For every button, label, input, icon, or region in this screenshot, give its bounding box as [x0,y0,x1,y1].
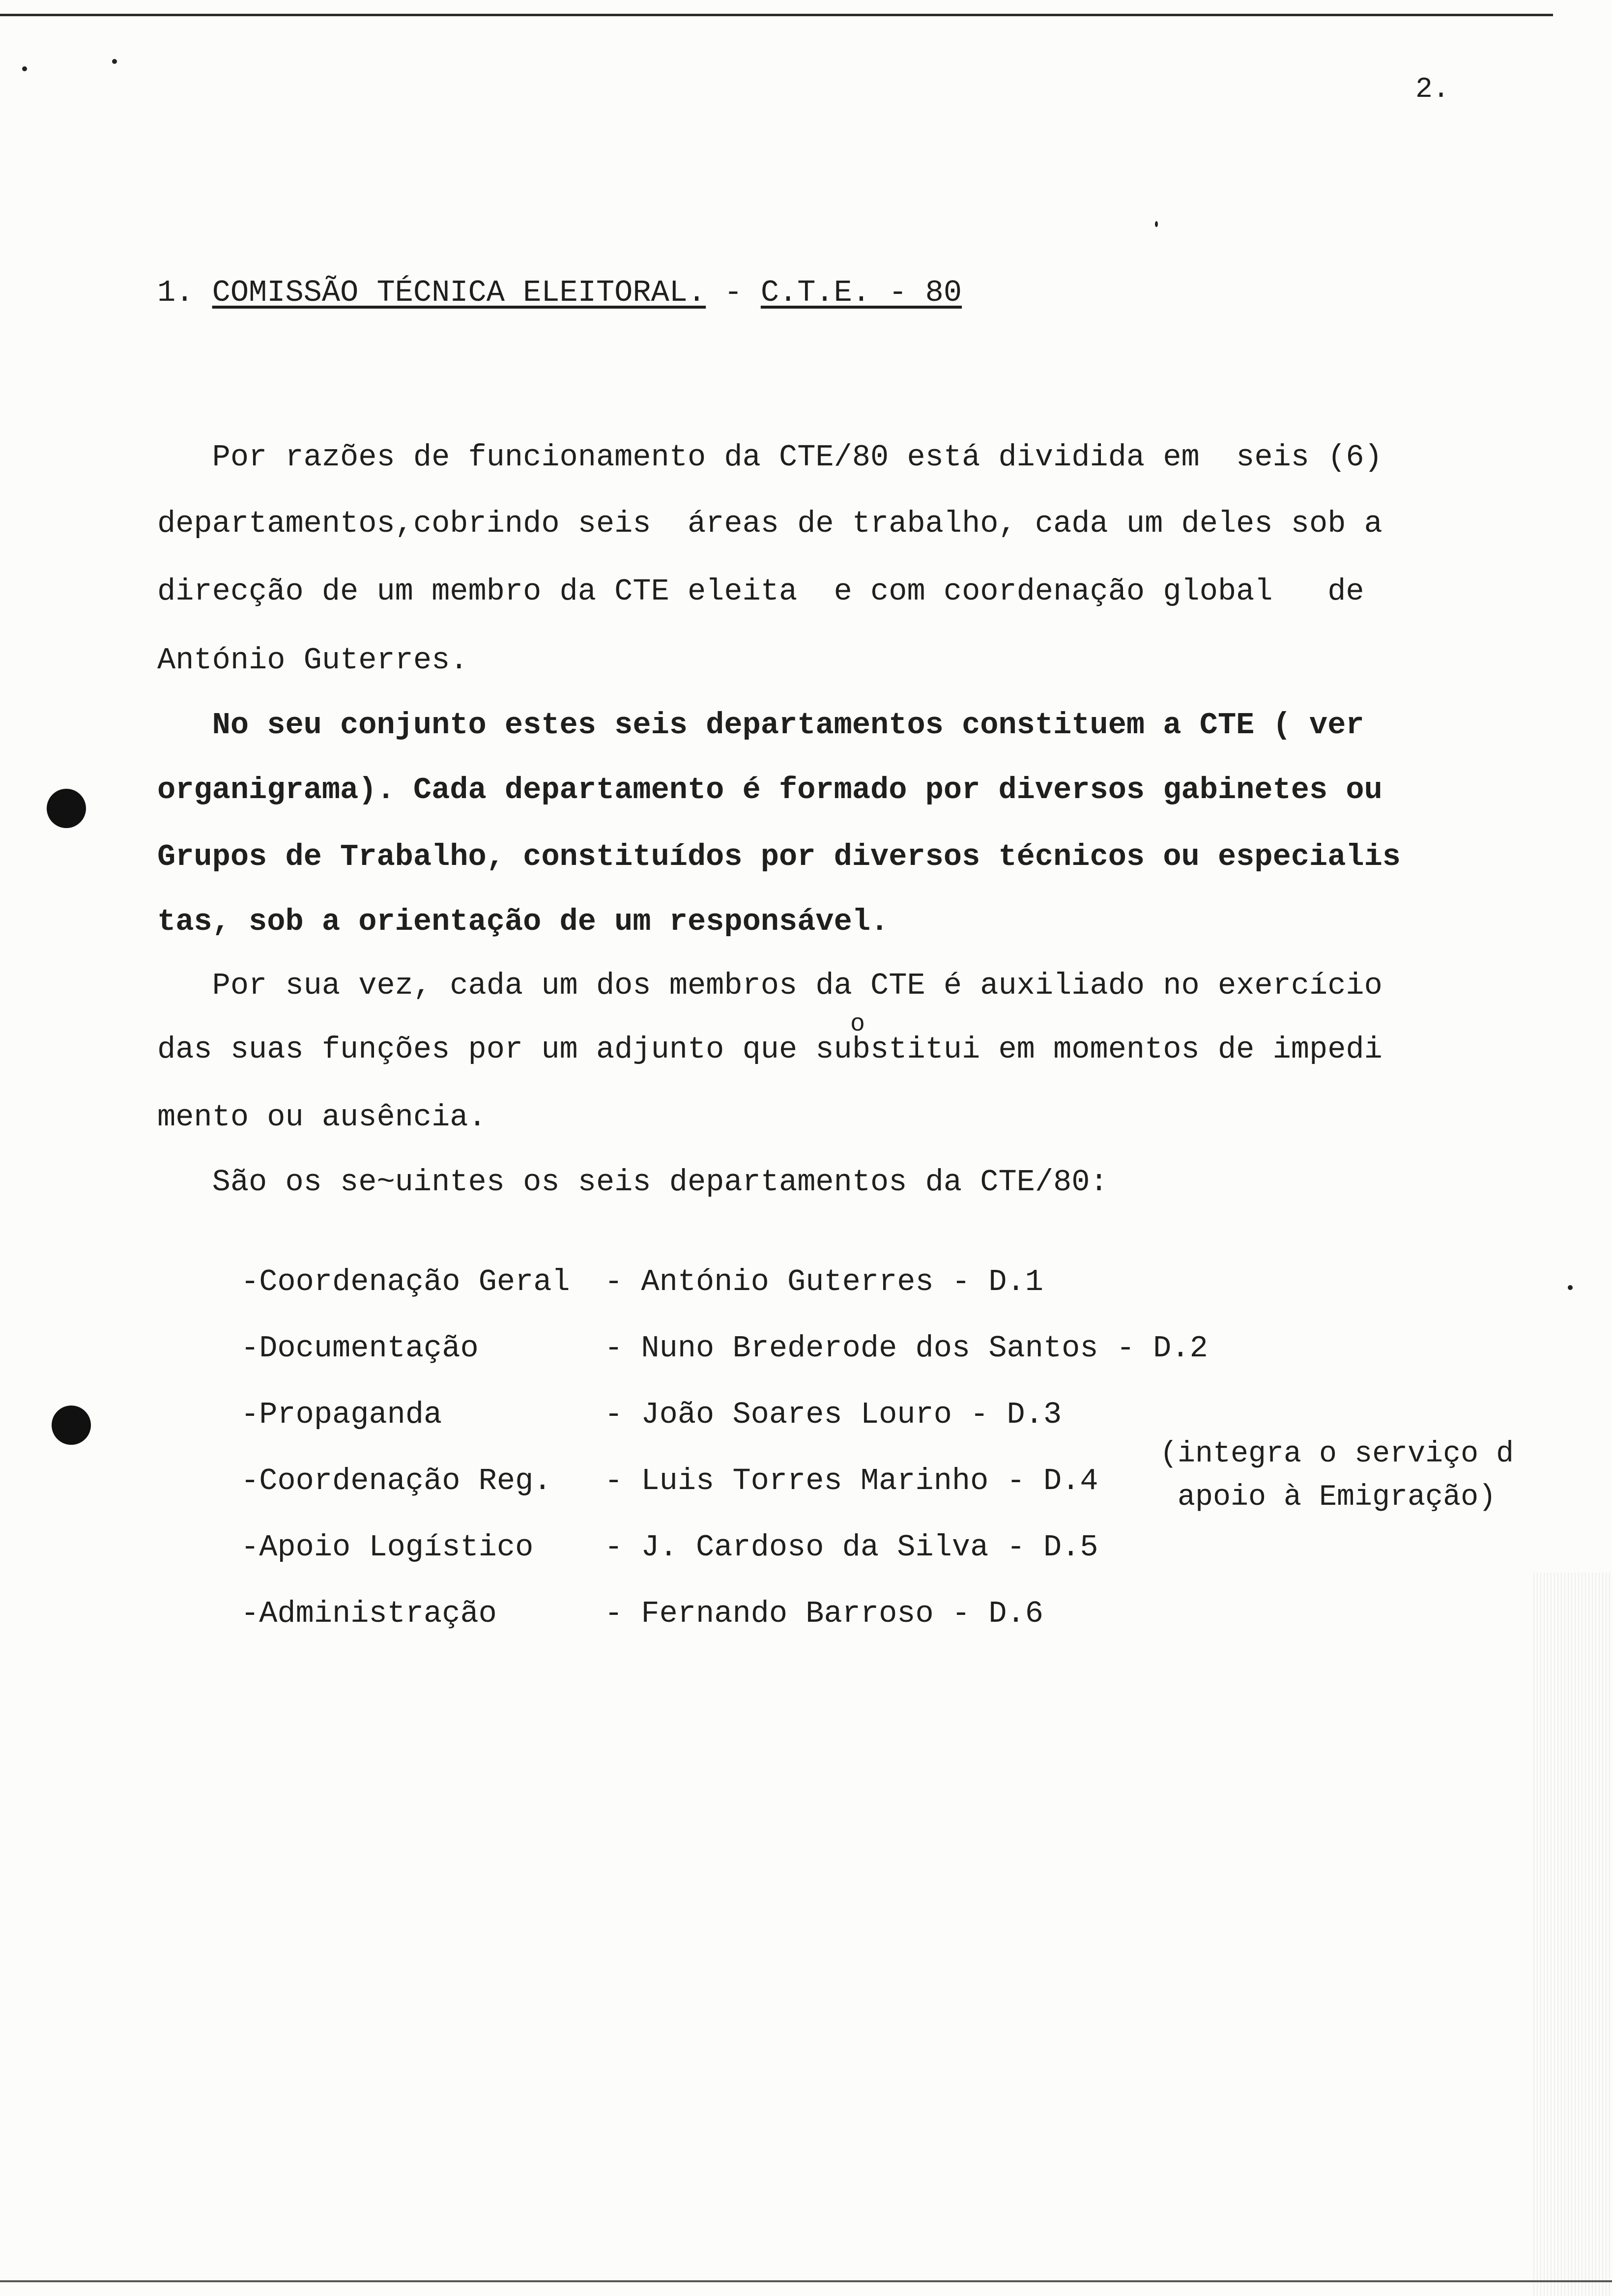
heading-title: COMISSÃO TÉCNICA ELEITORAL. [212,275,706,310]
department-name: -Apoio Logístico [241,1530,534,1565]
top-scan-line [0,14,1553,16]
paragraph-line: António Guterres. [157,643,468,678]
paragraph-line: Por sua vez, cada um dos membros da CTE é auxiliado no exercício [157,968,1382,1003]
department-name: -Coordenação Reg. [241,1464,552,1498]
note-line: apoio à Emigração) [1178,1481,1497,1514]
punch-hole-mark [47,789,86,828]
paragraph-line: departamentos,cobrindo seis áreas de trabalho, cada um deles sob a [157,506,1382,541]
department-name: -Administração [241,1596,497,1631]
heading-code: C.T.E. - 80 [760,275,962,310]
paragraph-line: São os se~uintes os seis departamentos da CTE/80: [157,1165,1108,1200]
department-person: - António Guterres - D.1 [604,1264,1043,1299]
department-person: - J. Cardoso da Silva - D.5 [604,1530,1098,1565]
page-number: 2. [1415,74,1450,106]
heading-prefix: 1. [157,275,212,310]
paragraph-line: direcção de um membro da CTE eleita e com coordenação global de [157,574,1364,609]
paragraph-line: Grupos de Trabalho, constituídos por diversos técnicos ou especialis [157,839,1401,874]
note-line: (integra o serviço d [1160,1437,1514,1471]
paragraph-line: das suas funções por um adjunto que substitui em momentos de impedi [157,1032,1382,1067]
scan-edge-noise [1533,1573,1612,2296]
heading-separator: - [706,275,761,310]
paragraph-line: organigrama). Cada departamento é formado por diversos gabinetes ou [157,773,1382,807]
punch-hole-mark [52,1406,91,1445]
scan-speck [1155,221,1158,227]
department-name: -Propaganda [241,1397,442,1432]
department-note [1160,1433,1514,1519]
paragraph-line: No seu conjunto estes seis departamentos constituem a CTE ( ver [157,708,1364,743]
section-heading [157,275,962,310]
department-person: - Nuno Brederode dos Santos - D.2 [604,1331,1208,1366]
scan-speck [1568,1285,1573,1290]
department-person: - Luis Torres Marinho - D.4 [604,1464,1098,1498]
department-person: - João Soares Louro - D.3 [604,1397,1062,1432]
bottom-scan-line [0,2280,1612,2282]
paragraph-line: tas, sob a orientação de um responsável. [157,904,889,939]
department-name: -Coordenação Geral [241,1264,570,1299]
scan-speck [22,66,27,71]
department-person: - Fernando Barroso - D.6 [604,1596,1043,1631]
interline-mark: o [850,1010,865,1038]
paragraph-line: Por razões de funcionamento da CTE/80 está dividida em seis (6) [157,440,1382,475]
scan-speck [112,59,117,64]
paragraph-line: mento ou ausência. [157,1100,487,1135]
department-name: -Documentação [241,1331,479,1366]
